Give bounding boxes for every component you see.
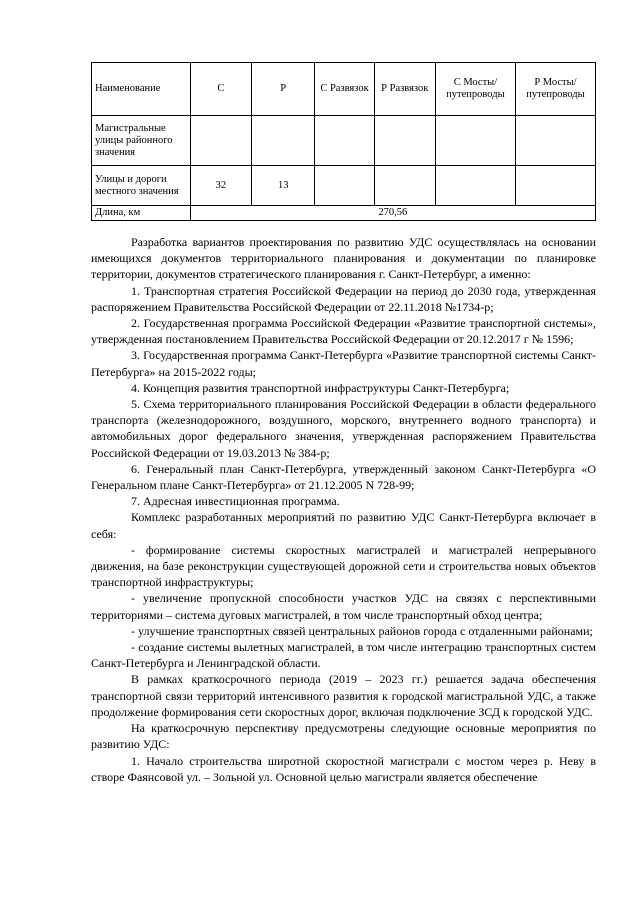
paragraph: 1. Начало строительства широтной скоростной магистрали с мостом через р. Неву в створе Фаянсовой ул. – Зольной ул. Основной целью магистрали является обеспечение <box>91 753 596 784</box>
header-p: Р <box>252 63 315 116</box>
paragraph: - создание системы вылетных магистралей, в том числе интеграцию транспортных систем Санкт-Петербурга и Ленинградской области. <box>91 640 596 671</box>
paragraph: Разработка вариантов проектирования по развитию УДС осуществлялась на основании имеющихся документов территориального планирования и документации по планировке территории, документов стратегического планирования г. Санкт-Петербург, а именно: <box>91 235 596 282</box>
paragraph: Комплекс разработанных мероприятий по развитию УДС Санкт-Петербурга включает в себя: <box>91 510 596 541</box>
header-c-bridges: С Мосты/ путепроводы <box>435 63 515 116</box>
table-row <box>92 166 596 206</box>
paragraph: - улучшение транспортных связей центральных районов города с отдаленными районами; <box>131 623 593 638</box>
empty-cell <box>515 116 595 166</box>
empty-cell <box>315 166 374 206</box>
table-header-row <box>92 63 596 116</box>
paragraph: 4. Концепция развития транспортной инфраструктуры Санкт-Петербурга; <box>131 380 510 395</box>
paragraph: 6. Генеральный план Санкт-Петербурга, утвержденный законом Санкт-Петербурга «О Генеральном плане Санкт-Петербурга» от 21.12.2005 N 728-99; <box>91 461 596 493</box>
road-network-table <box>91 62 596 221</box>
table-row <box>92 116 596 166</box>
paragraph: - формирование системы скоростных магистралей и магистралей непрерывного движения, на базе реконструкции существующей дорожной сети и строительства новых объектов транспортной инфраструктуры; <box>91 542 596 590</box>
paragraph: 5. Схема территориального планирования Российской Федерации в области федерального транспорта (железнодорожного, воздушного, морского, внутреннего водного транспорта) и автомобильных дорог федерального значения, утвержденная распоряжением Правительства Российской Федерации от 19.03.2013 № 384-р; <box>91 397 596 460</box>
header-c-junctions: С Развязок <box>315 63 374 116</box>
paragraph: - увеличение пропускной способности участков УДС на связях с перспективными территориями – система дуговых магистралей, в том числе транспортный обход центра; <box>91 591 596 622</box>
row-p <box>252 116 315 166</box>
row-name: Улицы и дороги местного значения <box>92 166 191 206</box>
header-name: Наименование <box>92 63 191 116</box>
empty-cell <box>374 166 435 206</box>
empty-cell <box>435 116 515 166</box>
empty-cell <box>315 116 374 166</box>
table-length-row <box>92 206 596 221</box>
row-c: 32 <box>190 166 251 206</box>
paragraph: 1. Транспортная стратегия Российской Федерации на период до 2030 года, утвержденная распоряжением Правительства Российской Федерации от 22.11.2018 №1734-р; <box>91 283 596 314</box>
empty-cell <box>515 166 595 206</box>
header-p-bridges: Р Мосты/ путепроводы <box>515 63 595 116</box>
length-value: 270,56 <box>190 206 595 221</box>
paragraph: 2. Государственная программа Российской Федерации «Развитие транспортной системы», утвержденная постановлением Правительства Российской Федерации от 20.12.2017 г № 1596; <box>91 316 596 347</box>
paragraph: В рамках краткосрочного периода (2019 – 2023 гг.) решается задача обеспечения транспортной связи территорий интенсивного развития к городской магистральной УДС, а также продолжение формирования сети скоростных дорог, включая подключение ЗСД к городской УДС. <box>91 672 596 719</box>
body-text <box>91 234 596 785</box>
paragraph: 3. Государственная программа Санкт-Петербурга «Развитие транспортной системы Санкт-Петербурга» на 2015-2022 годы; <box>91 348 596 379</box>
length-label: Длина, км <box>92 206 191 221</box>
row-p: 13 <box>252 166 315 206</box>
row-c <box>190 116 251 166</box>
empty-cell <box>374 116 435 166</box>
header-c: С <box>190 63 251 116</box>
header-p-junctions: Р Развязок <box>374 63 435 116</box>
paragraph: На краткосрочную перспективу предусмотрены следующие основные мероприятия по развитию УДС: <box>91 721 596 752</box>
paragraph: 7. Адресная инвестиционная программа. <box>131 494 340 509</box>
empty-cell <box>435 166 515 206</box>
row-name: Магистральные улицы районного значения <box>92 116 191 166</box>
